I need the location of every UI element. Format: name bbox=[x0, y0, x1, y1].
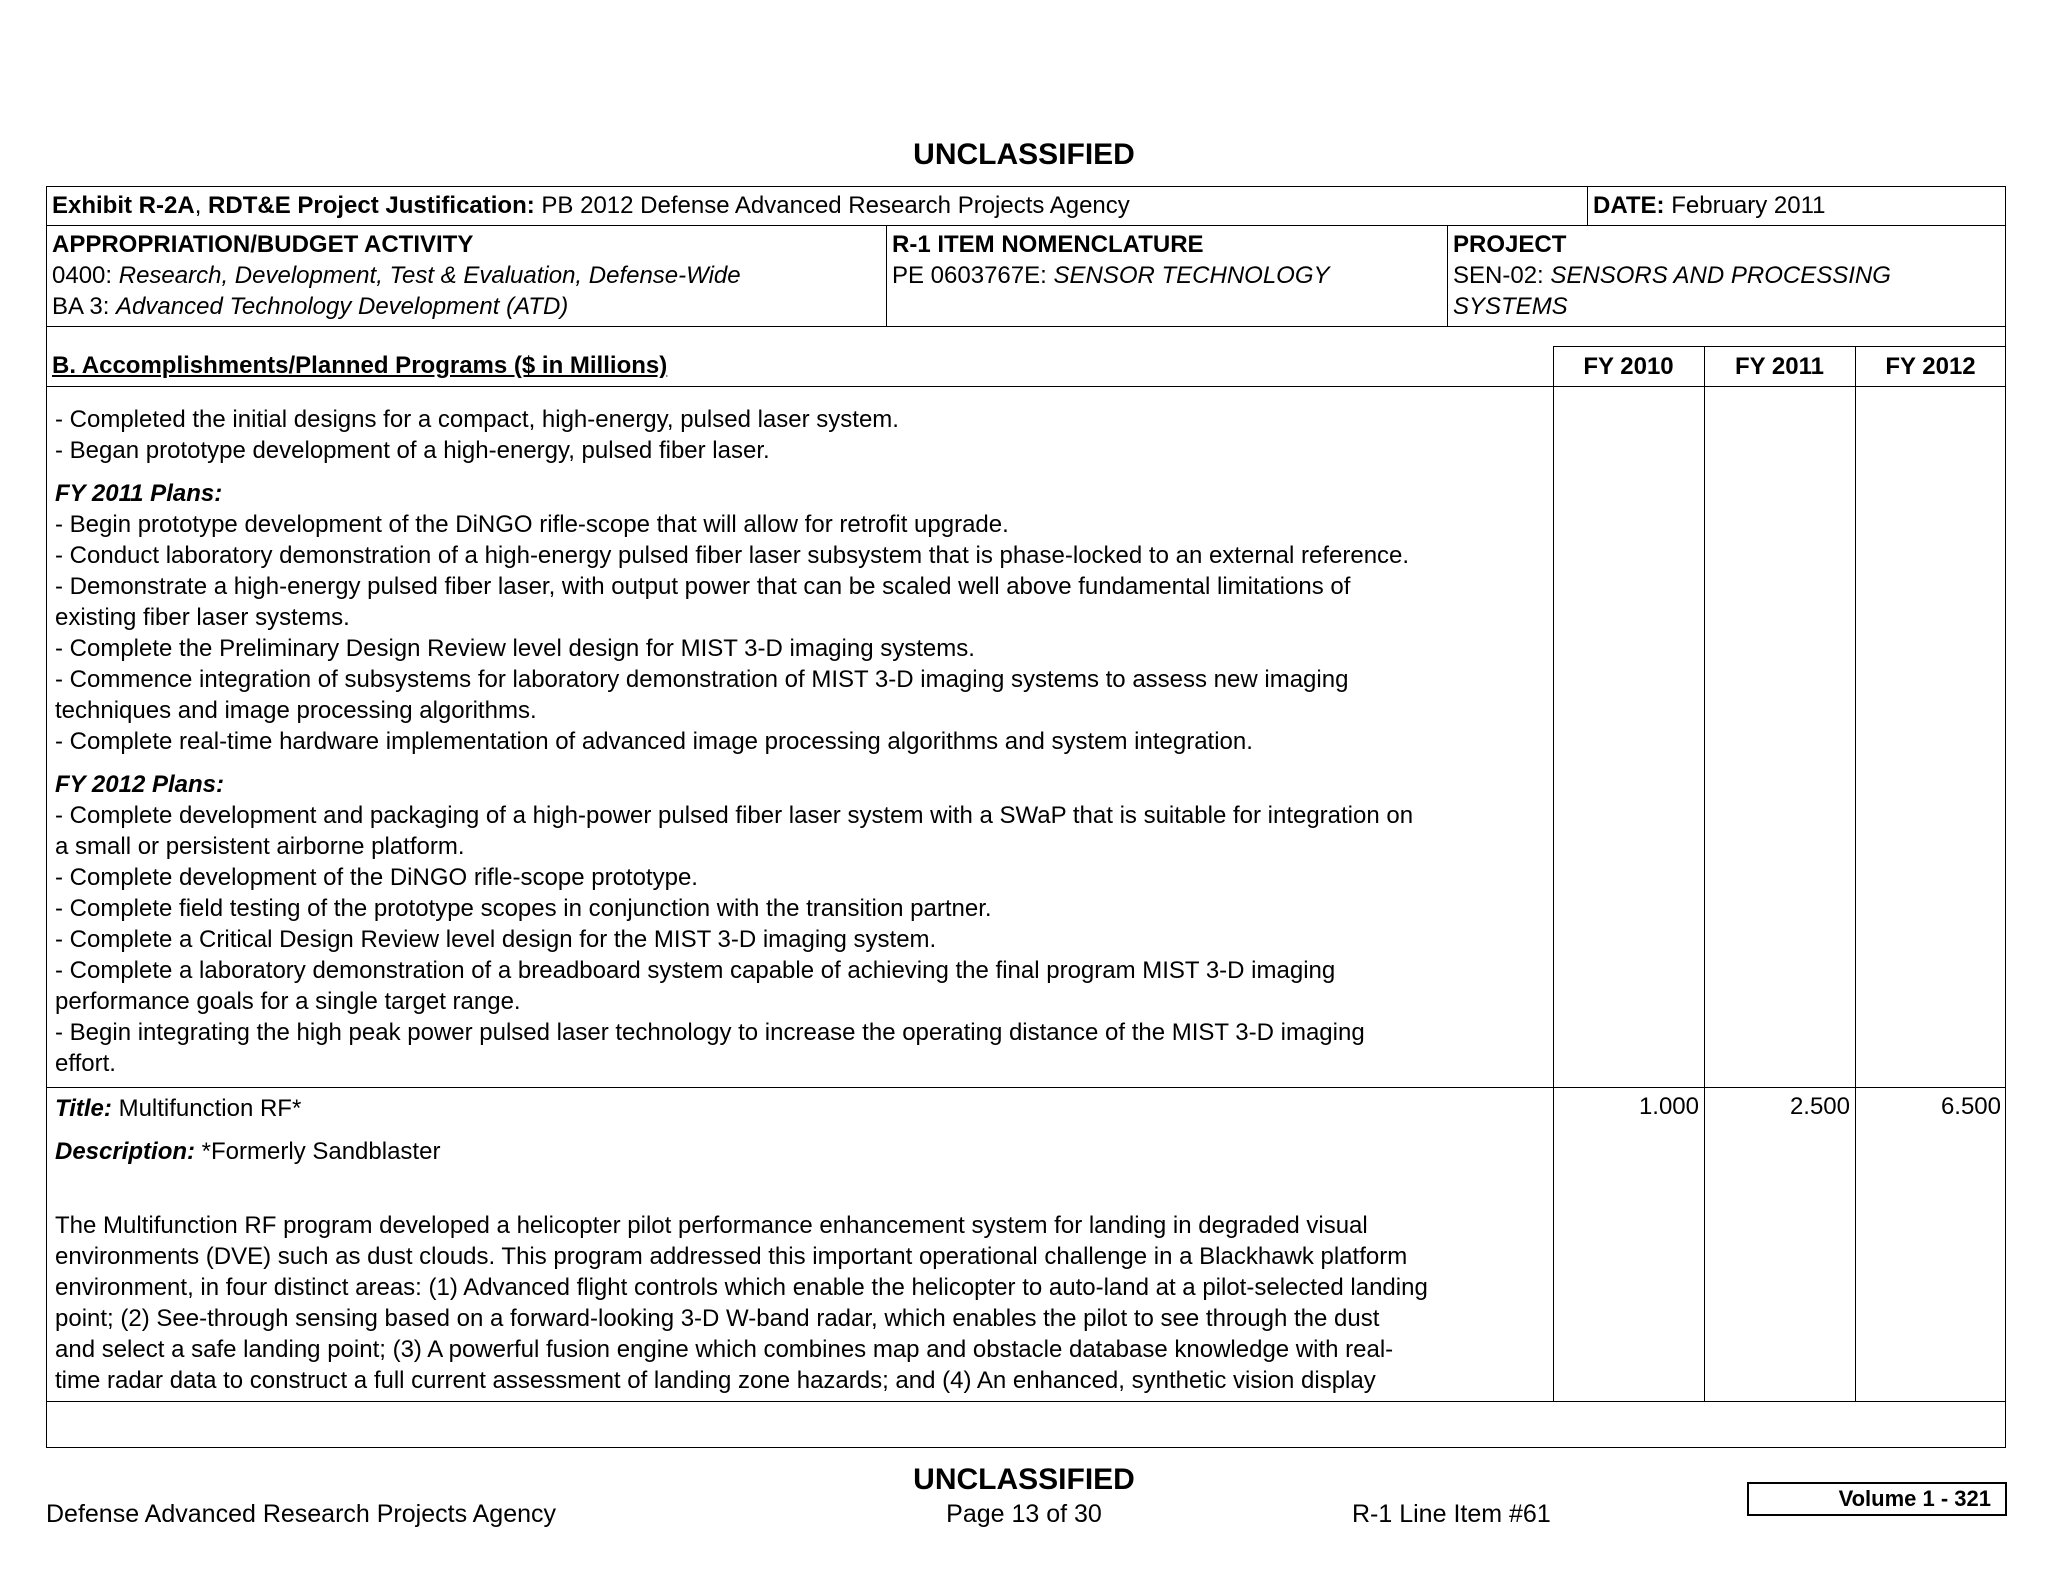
footer-page-number: Page 13 of 30 bbox=[946, 1500, 1102, 1528]
exhibit-sep: , bbox=[194, 192, 209, 219]
program-body-line: time radar data to construct a full current assessment of landing zone hazards; and (4) An enhanced, synthetic vision display bbox=[55, 1367, 1376, 1394]
program-body-line: and select a safe landing point; (3) A powerful fusion engine which combines map and obstacle database knowledge with real- bbox=[55, 1336, 1394, 1363]
rule-col-fy2012 bbox=[1855, 346, 1856, 1402]
classification-banner-top: UNCLASSIFIED bbox=[913, 138, 1135, 171]
r1-label: R-1 ITEM NOMENCLATURE bbox=[892, 231, 1204, 258]
program-body-line: The Multifunction RF program developed a helicopter pilot performance enhancement system for landing in degraded visual bbox=[55, 1212, 1368, 1239]
fy2012-line: - Complete development and packaging of a high-power pulsed fiber laser system with a SWaP that is suitable for integration on bbox=[55, 802, 1414, 829]
r1-block bbox=[892, 229, 1330, 291]
fy2011-line: - Demonstrate a high-energy pulsed fiber laser, with output power that can be scaled well above fundamental limitations of bbox=[55, 573, 1351, 600]
exhibit-title bbox=[52, 190, 1130, 221]
program-value-fy2010: 1.000 bbox=[1638, 1093, 1699, 1120]
program-desc-value: *Formerly Sandblaster bbox=[195, 1138, 441, 1165]
footer-volume-box: Volume 1 - 321 bbox=[1747, 1482, 2007, 1516]
program-description bbox=[55, 1136, 1555, 1167]
project-name-2: SYSTEMS bbox=[1453, 293, 1568, 320]
rule-r1-divider bbox=[886, 225, 887, 326]
fy2012-line: - Complete development of the DiNGO rifle-scope prototype. bbox=[55, 864, 698, 891]
program-body-line: environment, in four distinct areas: (1) Advanced flight controls which enable the helicopter to auto-land at a pilot-selected landing bbox=[55, 1274, 1428, 1301]
exhibit-title-label: RDT&E Project Justification: bbox=[208, 192, 535, 219]
r1-name: SENSOR TECHNOLOGY bbox=[1053, 262, 1330, 289]
fy2012-heading: FY 2012 Plans: bbox=[55, 771, 224, 798]
fy2012-line: - Begin integrating the high peak power pulsed laser technology to increase the operating distance of the MIST 3-D imaging bbox=[55, 1019, 1365, 1046]
program-title-value: Multifunction RF* bbox=[111, 1095, 302, 1122]
classification-banner-bottom: UNCLASSIFIED bbox=[913, 1463, 1135, 1496]
date-label: DATE: bbox=[1593, 192, 1665, 219]
rule-project-divider bbox=[1447, 225, 1448, 326]
program-body-line: environments (DVE) such as dust clouds. This program addressed this important operational challenge in a Blackhawk platform bbox=[55, 1243, 1408, 1270]
ba-name: Advanced Technology Development (ATD) bbox=[116, 293, 569, 320]
fy2012-line: effort. bbox=[55, 1050, 116, 1077]
ba-code: BA 3: bbox=[52, 293, 117, 320]
rule-fy-plans bbox=[46, 1087, 2006, 1088]
date-value: February 2011 bbox=[1664, 192, 1826, 219]
rule-fy-columns-top bbox=[1553, 346, 2006, 347]
program-body-line: point; (2) See-through sensing based on a forward-looking 3-D W-band radar, which enables the pilot to see through the dust bbox=[55, 1305, 1380, 1332]
fy2011-line: - Complete real-time hardware implementation of advanced image processing algorithms and system integration. bbox=[55, 728, 1253, 755]
fy2011-line: - Begin prototype development of the DiNGO rifle-scope that will allow for retrofit upgrade. bbox=[55, 511, 1009, 538]
program-value-fy2012: 6.500 bbox=[1940, 1093, 2001, 1120]
fy2012-line: - Complete a laboratory demonstration of a breadboard system capable of achieving the final program MIST 3-D imaging bbox=[55, 957, 1336, 984]
section-title: B. Accomplishments/Planned Programs ($ in Millions) bbox=[52, 352, 668, 379]
fy2012-line: performance goals for a single target range. bbox=[55, 988, 521, 1015]
appropriation-code: 0400: bbox=[52, 262, 119, 289]
fy2012-line: a small or persistent airborne platform. bbox=[55, 833, 465, 860]
rule-appropriation bbox=[46, 326, 2006, 327]
program-desc-label: Description: bbox=[55, 1138, 196, 1165]
rule-program bbox=[46, 1401, 2006, 1402]
fy2011-line: techniques and image processing algorithms. bbox=[55, 697, 537, 724]
program-title-label: Title: bbox=[55, 1095, 112, 1122]
project-block bbox=[1453, 229, 1891, 322]
appropriation-label: APPROPRIATION/BUDGET ACTIVITY bbox=[52, 231, 474, 258]
fy2011-line: - Commence integration of subsystems for laboratory demonstration of MIST 3-D imaging systems to assess new imaging bbox=[55, 666, 1349, 693]
rule-col-fy2011 bbox=[1704, 346, 1705, 1402]
project-name-1: SENSORS AND PROCESSING bbox=[1550, 262, 1891, 289]
col-header-fy2012: FY 2012 bbox=[1885, 353, 1976, 380]
program-block bbox=[55, 1093, 1555, 1396]
fy2010-bullet: - Began prototype development of a high-energy, pulsed fiber laser. bbox=[55, 437, 770, 464]
appropriation-name: Research, Development, Test & Evaluation, Defense-Wide bbox=[118, 262, 741, 289]
fy2012-line: - Complete a Critical Design Review level design for the MIST 3-D imaging system. bbox=[55, 926, 937, 953]
exhibit-label: Exhibit R-2A bbox=[52, 192, 195, 219]
project-code: SEN-02: bbox=[1453, 262, 1551, 289]
rule-section-header bbox=[46, 386, 2006, 387]
plans-block bbox=[55, 404, 1555, 1079]
appropriation-block bbox=[52, 229, 741, 322]
program-title bbox=[55, 1093, 1555, 1124]
rule-header bbox=[46, 225, 2006, 226]
fy2011-line: - Complete the Preliminary Design Review level design for MIST 3-D imaging systems. bbox=[55, 635, 975, 662]
r1-code: PE 0603767E: bbox=[892, 262, 1054, 289]
appropriation-line bbox=[52, 260, 741, 291]
rule-date-divider bbox=[1587, 186, 1588, 226]
fy2011-heading: FY 2011 Plans: bbox=[55, 480, 223, 507]
program-value-fy2011: 2.500 bbox=[1789, 1093, 1850, 1120]
fy2011-line: existing fiber laser systems. bbox=[55, 604, 350, 631]
footer-line-item: R-1 Line Item #61 bbox=[1352, 1500, 1551, 1528]
project-label: PROJECT bbox=[1453, 231, 1567, 258]
fy2011-line: - Conduct laboratory demonstration of a high-energy pulsed fiber laser subsystem that is phase-locked to an external reference. bbox=[55, 542, 1410, 569]
col-header-fy2010: FY 2010 bbox=[1583, 353, 1674, 380]
fy2012-line: - Complete field testing of the prototype scopes in conjunction with the transition partner. bbox=[55, 895, 992, 922]
project-line bbox=[1453, 260, 1891, 291]
exhibit-date bbox=[1593, 190, 1826, 221]
r1-line bbox=[892, 260, 1330, 291]
exhibit-title-value: PB 2012 Defense Advanced Research Projects Agency bbox=[534, 192, 1130, 219]
ba-line bbox=[52, 291, 741, 322]
footer-agency: Defense Advanced Research Projects Agency bbox=[46, 1500, 557, 1528]
col-header-fy2011: FY 2011 bbox=[1735, 353, 1824, 380]
fy2010-bullet: - Completed the initial designs for a compact, high-energy, pulsed laser system. bbox=[55, 406, 899, 433]
